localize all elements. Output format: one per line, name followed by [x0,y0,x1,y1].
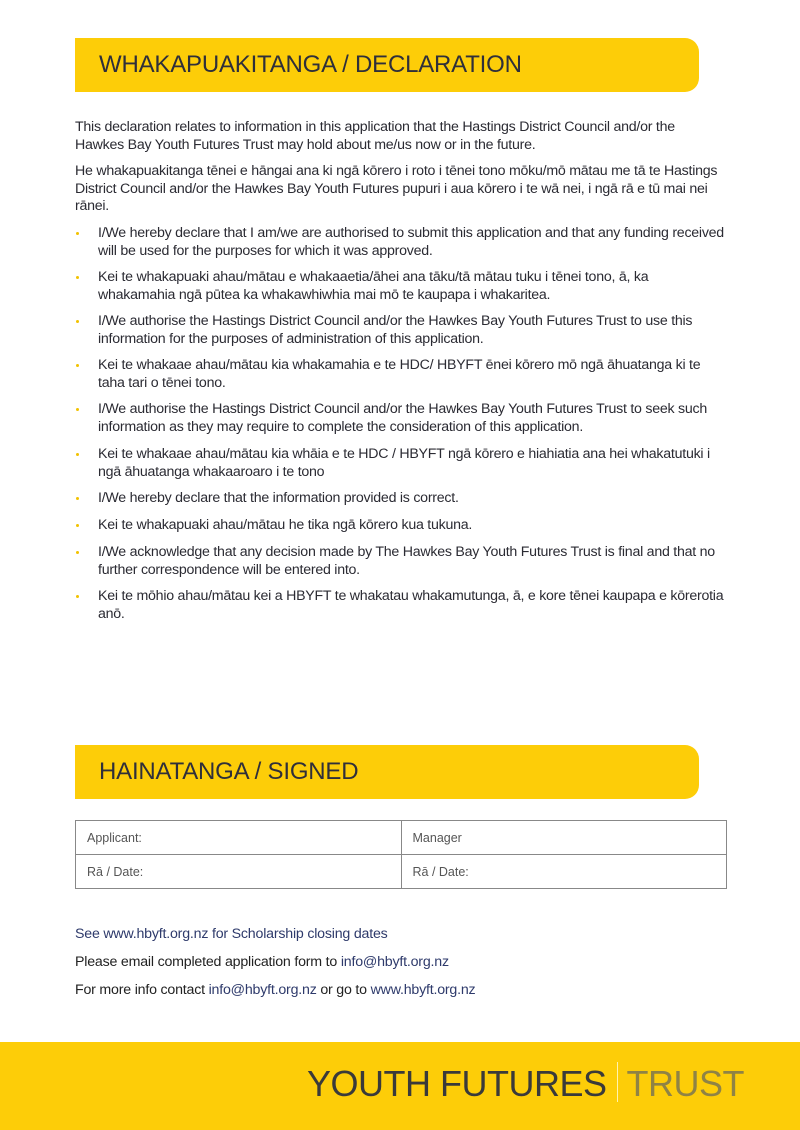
bullet-icon [76,364,79,367]
declaration-item-text: Kei te mōhio ahau/mātau kei a HBYFT te whakatau whakamutunga, ā, e kore tēnei kaupapa e kōrerotia anō. [98,588,724,622]
declaration-item-text: Kei te whakaae ahau/mātau kia whakamahia e te HDC/ HBYFT ēnei kōrero mō ngā āhuatanga ki te taha tari o tēnei tono. [98,357,701,391]
youth-futures-trust-logo [307,1062,744,1105]
applicant-date-field[interactable]: Rā / Date: [76,855,402,889]
signature-table [75,820,727,889]
website-link[interactable]: www.hbyft.org.nz [370,982,476,998]
logo-primary: YOUTH FUTURES [307,1063,607,1104]
contact-email-link[interactable]: info@hbyft.org.nz [208,982,317,998]
declaration-item [75,313,725,348]
declaration-heading: WHAKAPUAKITANGA / DECLARATION [99,51,522,78]
signed-header [75,745,699,799]
signed-heading: HAINATANGA / SIGNED [99,758,359,785]
declaration-item-text: I/We acknowledge that any decision made by The Hawkes Bay Youth Futures Trust is final and that no further correspondence will be entered into. [98,544,715,578]
declaration-item-text: I/We hereby declare that I am/we are authorised to submit this application and that any funding received will be used for the purposes for which it was approved. [98,225,724,259]
declaration-item-text: I/We hereby declare that the information provided is correct. [98,490,459,506]
declaration-item-text: Kei te whakaae ahau/mātau kia whāia e te HDC / HBYFT ngā kōrero e hiahiatia ana hei whakatutuki i ngā āhuatanga whakaaroaro i te tono [98,446,710,480]
bullet-icon [76,595,79,598]
declaration-item [75,517,725,535]
manager-signature-field[interactable]: Manager [401,821,727,855]
declaration-item [75,357,725,392]
applicant-signature-field[interactable]: Applicant: [76,821,402,855]
contact-info [75,982,475,998]
manager-date-field[interactable]: Rā / Date: [401,855,727,889]
email-instruction-text: Please email completed application form to [75,954,341,970]
declaration-item [75,401,725,436]
contact-text-or: or go to [316,982,371,998]
bullet-icon [76,408,79,411]
declaration-item [75,225,725,260]
footer-banner [0,1042,800,1130]
bullet-icon [76,524,79,527]
declaration-item [75,588,725,623]
declaration-header [75,38,699,92]
declaration-item-text: Kei te whakapuaki ahau/mātau he tika ngā kōrero kua tukuna. [98,517,473,533]
email-link[interactable]: info@hbyft.org.nz [340,954,449,970]
bullet-icon [76,497,79,500]
declaration-item [75,446,725,481]
contact-text: For more info contact [75,982,209,998]
email-instruction [75,954,449,970]
bullet-icon [76,453,79,456]
bullet-icon [76,276,79,279]
declaration-paragraph-mi: He whakapuakitanga tēnei e hāngai ana ki ngā kōrero i roto i tēnei tono mōku/mō mātau me tā te Hastings District Council and/or the Hawkes Bay Youth Futures pupuri i aua kōrero i te wā nei, i ngā rā e tū mai nei rānei. [75,163,718,214]
declaration-item [75,544,725,579]
bullet-icon [76,551,79,554]
declaration-paragraph-en: This declaration relates to information in this application that the Hastings District Council and/or the Hawkes Bay Youth Futures Trust may hold about me/us now or in the future. [75,119,675,153]
logo-divider [617,1062,618,1102]
declaration-item [75,269,725,304]
declaration-item [75,490,725,508]
logo-secondary: TRUST [626,1063,744,1104]
scholarship-dates-note: See www.hbyft.org.nz for Scholarship closing dates [75,926,388,942]
bullet-icon [76,232,79,235]
declaration-item-text: I/We authorise the Hastings District Council and/or the Hawkes Bay Youth Futures Trust to seek such information as they may require to complete the consideration of this application. [98,401,708,435]
declaration-item-text: Kei te whakapuaki ahau/mātau e whakaaetia/āhei ana tāku/tā mātau tuku i tēnei tono, ā, ka whakamahia ngā pūtea ka whakawhiwhia mai mō te kaupapa i whakaritea. [98,269,649,303]
declaration-item-text: I/We authorise the Hastings District Council and/or the Hawkes Bay Youth Futures Trust to use this information for the purposes of administration of this application. [98,313,693,347]
bullet-icon [76,320,79,323]
